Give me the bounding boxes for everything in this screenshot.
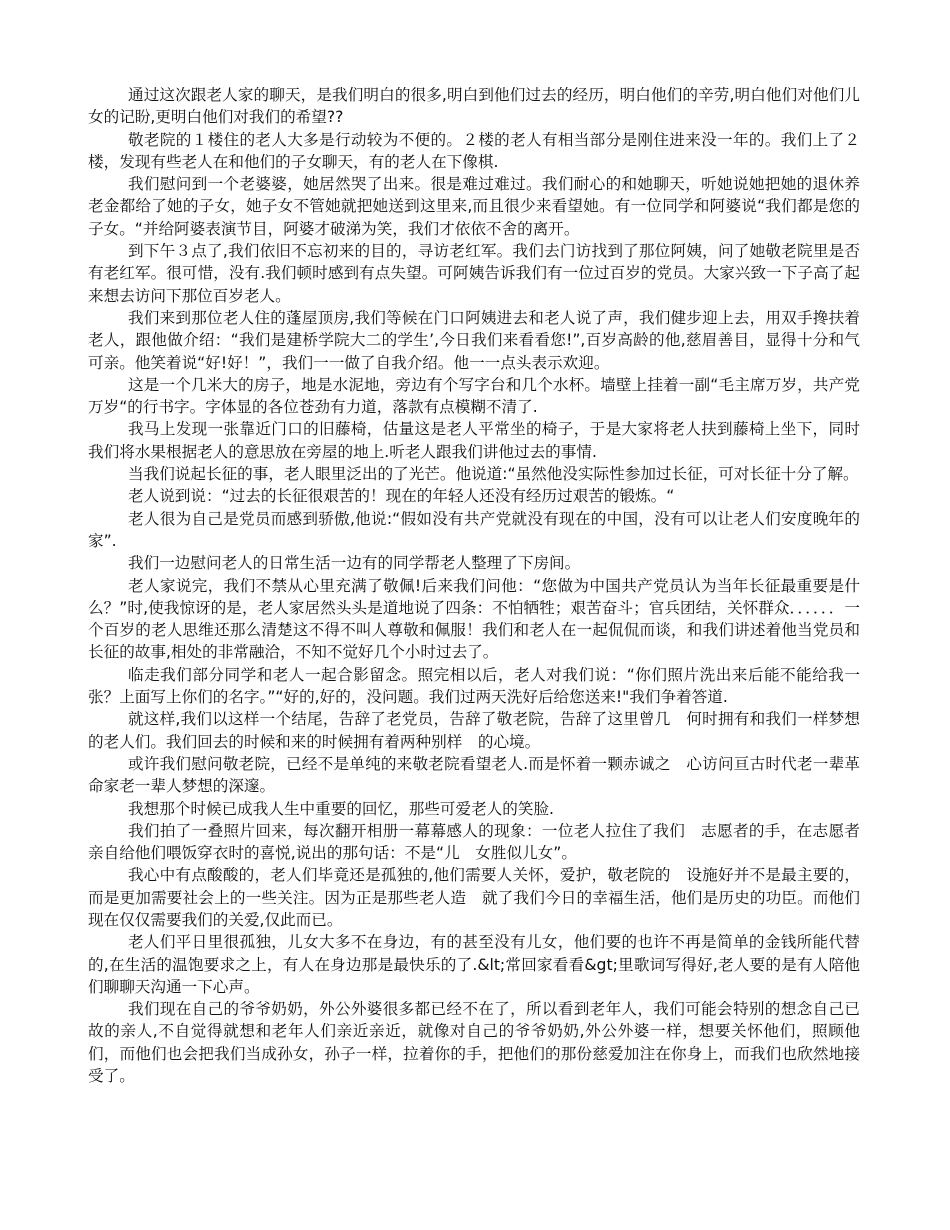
- paragraph-19: 老人们平日里很孤独，儿女大多不在身边，有的甚至没有儿女，他们要的也许不再是简单的金钱所能代替的,在生活的温饱要求之上，有人在身边那是最快乐的了.&lt;常回家看看&gt;里歌词写得好,老人要的是有人陪他们聊聊天沟通一下心声。: [88, 933, 860, 996]
- paragraph-8: 当我们说起长征的事，老人眼里泛出的了光芒。他说道:“虽然他没实际性参加过长征，可对长征十分了解。: [128, 465, 859, 484]
- paragraph-2: 敬老院的１楼住的老人大多是行动较为不便的。２楼的老人有相当部分是刚住进来没一年的。我们上了２楼，发现有些老人在和他们的子女聊天，有的老人在下像棋.: [88, 130, 860, 171]
- paragraph-9: 老人说到说：“过去的长征很艰苦的！现在的年轻人还没有经历过艰苦的锻炼。“: [128, 487, 675, 506]
- paragraph-4: 到下午３点了,我们依旧不忘初来的目的，寻访老红军。我们去门访找到了那位阿姨，问了她敬老院里是否有老红军。很可惜，没有.我们顿时感到有点失望。可阿姨告诉我们有一位过百岁的党员。大家兴致一下子高了起来想去访问下那位百岁老人。: [88, 242, 860, 305]
- paragraph-16: 我想那个时候已成我人生中重要的回忆，那些可爱老人的笑脸.: [128, 799, 554, 818]
- paragraph-14: 就这样,我们以这样一个结尾，告辞了老党员，告辞了敬老院，告辞了这里曾几 何时拥有和我们一样梦想的老人们。我们回去的时候和来的时候拥有着两种别样 的心境。: [88, 710, 860, 751]
- document-page: [88, 84, 860, 1087]
- paragraph-7: 我马上发现一张靠近门口的旧藤椅，估量这是老人平常坐的椅子，于是大家将老人扶到藤椅上坐下，同时我们将水果根据老人的意思放在旁屋的地上.听老人跟我们讲他过去的事情.: [88, 420, 860, 461]
- paragraph-3: 我们慰问到一个老婆婆，她居然哭了出来。很是难过难过。我们耐心的和她聊天，听她说她把她的退休养老金都给了她的子女，她子女不管她就把她送到这里来,而且很少来看望她。有一位同学和阿婆说“我们都是您的子女。“并给阿婆表演节目，阿婆才破涕为笑，我们才依依不舍的离开。: [88, 175, 860, 238]
- paragraph-6: 这是一个几米大的房子，地是水泥地，旁边有个写字台和几个水杯。墙壁上挂着一副“毛主席万岁，共产党万岁“的行书字。字体显的各位苍劲有力道，落款有点模糊不清了.: [88, 375, 860, 417]
- paragraph-18: 我心中有点酸酸的，老人们毕竟还是孤独的,他们需要人关怀，爱护，敬老院的 设施好并不是最主要的，而是更加需要社会上的一些关注。因为正是那些老人造 就了我们今日的幸福生活，他们是历史的功臣。而他们现在仅仅需要我们的关爱,仅此而已。: [88, 866, 860, 929]
- paragraph-17: 我们拍了一叠照片回来，每次翻开相册一幕幕感人的现象：一位老人拉住了我们 志愿者的手，在志愿者亲自给他们喂饭穿衣时的喜悦,说出的那句话：不是“儿 女胜似儿女”。: [88, 821, 860, 863]
- paragraph-10: 老人很为自己是党员而感到骄傲,他说:“假如没有共产党就没有现在的中国，没有可以让老人们安度晚年的家”.: [88, 509, 860, 550]
- paragraph-15: 或许我们慰问敬老院，已经不是单纯的来敬老院看望老人.而是怀着一颗赤诚之 心访问亘古时代老一辈革命家老一辈人梦想的深邃。: [88, 754, 860, 796]
- paragraph-1: 通过这次跟老人家的聊天，是我们明白的很多,明白到他们过去的经历，明白他们的辛劳,明白他们对他们儿女的记盼,更明白他们对我们的希望??: [88, 86, 860, 127]
- paragraph-5: 我们来到那位老人住的蓬屋顶房,我们等候在门口阿姨进去和老人说了声，我们健步迎上去，用双手搀扶着老人，跟他做介绍：“我们是建桥学院大二的学生’,今日我们来看看您!”,百岁高龄的他,慈眉善目，显得十分和气可亲。他笑着说“好!好！”，我们一一做了自我介绍。他一一点头表示欢迎。: [88, 308, 860, 372]
- paragraph-13: 临走我们部分同学和老人一起合影留念。照完相以后，老人对我们说：“你们照片洗出来后能不能给我一张？上面写上你们的名字。”“好的,好的，没问题。我们过两天洗好后给您送来!"我们争着答道.: [88, 665, 860, 707]
- paragraph-20: 我们现在自己的爷爷奶奶，外公外婆很多都已经不在了，所以看到老年人，我们可能会特别的想念自己已故的亲人,不自觉得就想和老年人们亲近亲近，就像对自己的爷爷奶奶,外公外婆一样，想要关怀他们，照顾他们，而他们也会把我们当成孙女，孙子一样，拉着你的手，把他们的那份慈爱加注在你身上，而我们也欣然地接受了。: [88, 1000, 860, 1086]
- paragraph-12: 老人家说完，我们不禁从心里充满了敬佩!后来我们问他：“您做为中国共产党员认为当年长征最重要是什么？”时,使我惊讶的是，老人家居然头头是道地说了四条：不怕牺牲；艰苦奋斗；官兵团结，关怀群众．．．．．．一个百岁的老人思维还那么清楚这不得不叫人尊敬和佩服！我们和老人在一起侃侃而谈，和我们讲述着他当党员和长征的故事,相处的非常融洽，不知不觉好几个小时过去了。: [88, 576, 860, 662]
- paragraph-11: 我们一边慰问老人的日常生活一边有的同学帮老人整理了下房间。: [128, 554, 581, 573]
